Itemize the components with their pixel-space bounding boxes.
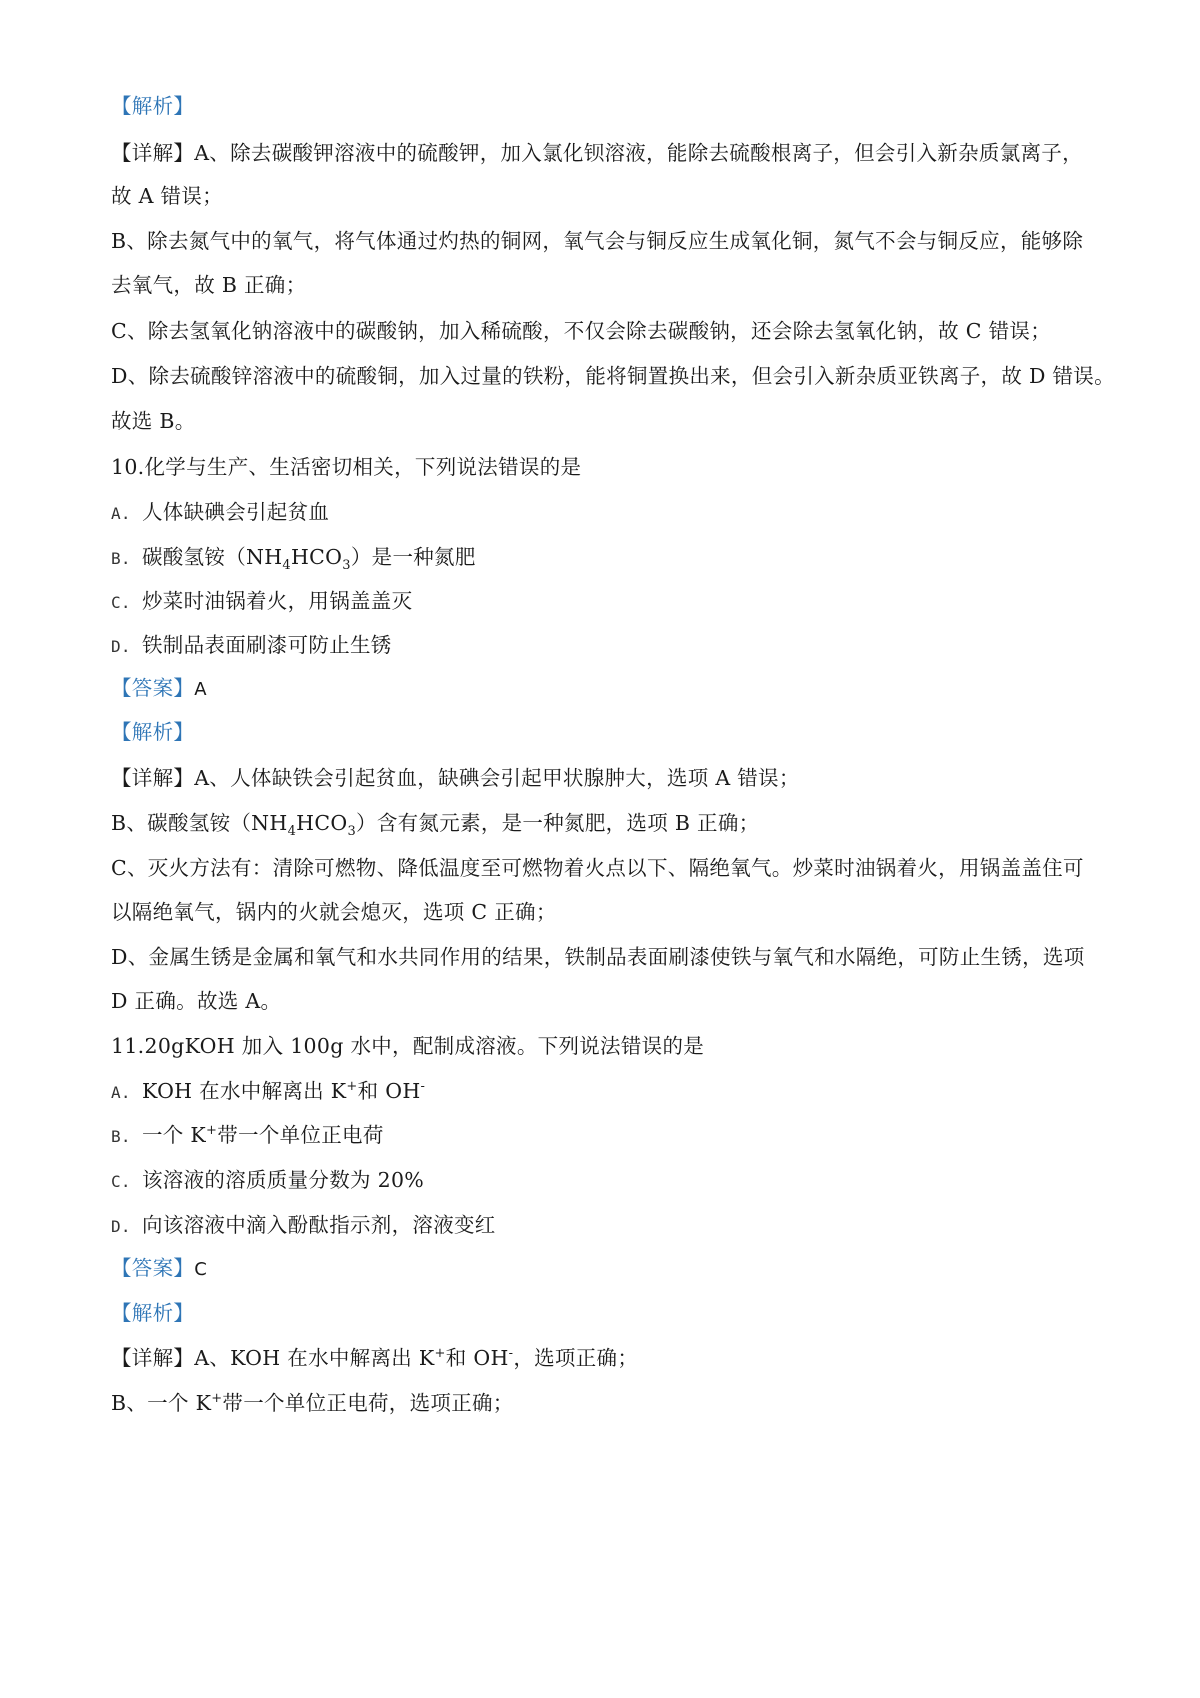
q10-option-a-letter: A. <box>111 504 131 523</box>
q11-option-b-text: 一个 K <box>142 1123 207 1147</box>
q11-option-b-letter: B. <box>111 1127 131 1146</box>
q10-detail-a <box>111 763 1111 793</box>
q11-option-a-mid: 和 OH <box>357 1079 421 1103</box>
q10-option-a <box>111 497 1111 529</box>
q11-detail-b-text: B、一个 K <box>111 1391 212 1415</box>
superscript: + <box>211 1391 223 1407</box>
q11-option-a-letter: A. <box>111 1083 131 1102</box>
q9-detail-prefix: 【详解】 <box>111 141 195 165</box>
q9-detail-c: C、除去氢氧化钠溶液中的碳酸钠，加入稀硫酸，不仅会除去碳酸钠，还会除去氢氧化钠，故 C 错误； <box>111 319 1052 343</box>
q10-option-c <box>111 586 1111 618</box>
q9-conclusion: 故选 B。 <box>111 409 196 433</box>
q10-answer-value: A <box>194 679 207 700</box>
q9-detail-b-line2: 去氧气，故 B 正确； <box>111 273 307 297</box>
q11-option-a-text: KOH 在水中解离出 K <box>142 1079 347 1103</box>
q10-detail-b-post: ）含有氮元素，是一种氮肥，选项 B 正确； <box>356 811 760 835</box>
superscript: - <box>508 1346 514 1362</box>
q10-detail-c-line1: C、灭火方法有：清除可燃物、降低温度至可燃物着火点以下、隔绝氧气。炒菜时油锅着火，用锅盖盖住可 <box>111 856 1084 880</box>
q11-option-c-text: 该溶液的溶质质量分数为 20% <box>142 1168 425 1192</box>
q11-option-d-letter: D. <box>111 1217 131 1236</box>
q10-option-c-text: 炒菜时油锅着火，用锅盖盖灭 <box>142 589 413 613</box>
q10-option-d <box>111 630 1111 662</box>
q11-detail-a-post: ，选项正确； <box>513 1346 639 1370</box>
q9-detail-a-text: A、除去碳酸钾溶液中的硫酸钾，加入氯化钡溶液，能除去硫酸根离子，但会引入新杂质氯离子， <box>194 141 1083 165</box>
q10-detail-b <box>111 808 1111 838</box>
q11-answer-value: C <box>194 1259 208 1280</box>
q11-option-b <box>111 1120 1111 1152</box>
subscript: 4 <box>282 558 291 574</box>
subscript: 4 <box>287 824 297 840</box>
q11-option-d-text: 向该溶液中滴入酚酞指示剂，溶液变红 <box>142 1213 496 1237</box>
q10-detail-a-text: A、人体缺铁会引起贫血，缺碘会引起甲状腺肿大，选项 A 错误； <box>194 766 800 790</box>
subscript: 3 <box>347 824 357 840</box>
q10-option-b <box>111 542 1111 574</box>
q11-detail-a <box>111 1343 1111 1373</box>
q9-analysis-label: 【解析】 <box>111 94 195 118</box>
superscript: + <box>346 1079 358 1095</box>
q10-detail-b-mid: HCO <box>296 811 348 835</box>
q10-detail-prefix: 【详解】 <box>111 766 195 790</box>
q11-detail-b-post: 带一个单位正电荷，选项正确； <box>222 1391 514 1415</box>
q10-detail-b-text: B、碳酸氢铵（NH <box>111 811 288 835</box>
q10-stem: 10.化学与生产、生活密切相关，下列说法错误的是 <box>111 455 582 479</box>
q10-answer <box>111 673 1111 705</box>
q11-answer <box>111 1253 1111 1285</box>
q11-detail-b <box>111 1388 1111 1418</box>
q11-option-c-letter: C. <box>111 1172 131 1191</box>
q9-detail-a-line2: 故 A 错误； <box>111 184 223 208</box>
q10-detail-d-line1: D、金属生锈是金属和氧气和水共同作用的结果，铁制品表面刷漆使铁与氧气和水隔绝，可防止生锈，选项 <box>111 945 1085 969</box>
q10-answer-label: 【答案】 <box>111 676 195 700</box>
superscript: + <box>206 1123 218 1139</box>
q10-option-b-text-post: ）是一种氮肥 <box>350 545 476 569</box>
q10-option-d-letter: D. <box>111 637 131 656</box>
q10-detail-c-line2: 以隔绝氧气，锅内的火就会熄灭，选项 C 正确； <box>111 900 557 924</box>
q11-option-c <box>111 1165 1111 1197</box>
q10-analysis-label: 【解析】 <box>111 720 195 744</box>
q11-option-b-post: 带一个单位正电荷 <box>217 1123 384 1147</box>
q11-answer-label: 【答案】 <box>111 1256 195 1280</box>
superscript: + <box>434 1346 446 1362</box>
superscript: - <box>420 1079 426 1095</box>
q10-option-b-letter: B. <box>111 549 131 568</box>
q10-option-c-letter: C. <box>111 593 131 612</box>
q10-detail-d-line2: D 正确。故选 A。 <box>111 989 282 1013</box>
q9-detail-a-line1 <box>111 138 1111 168</box>
q11-option-a <box>111 1076 1111 1108</box>
q11-option-d <box>111 1210 1111 1242</box>
q11-detail-prefix: 【详解】 <box>111 1346 195 1370</box>
q11-stem: 11.20gKOH 加入 100g 水中，配制成溶液。下列说法错误的是 <box>111 1034 705 1058</box>
q10-option-b-text-mid: HCO <box>291 545 343 569</box>
q9-detail-b-line1: B、除去氮气中的氧气，将气体通过灼热的铜网，氧气会与铜反应生成氧化铜，氮气不会与铜反应，能够除 <box>111 229 1084 253</box>
q11-analysis-label: 【解析】 <box>111 1301 195 1325</box>
q9-detail-d: D、除去硫酸锌溶液中的硫酸铜，加入过量的铁粉，能将铜置换出来，但会引入新杂质亚铁离子，故 D 错误。 <box>111 364 1115 388</box>
q10-option-d-text: 铁制品表面刷漆可防止生锈 <box>142 633 392 657</box>
q11-detail-a-text: A、KOH 在水中解离出 K <box>194 1346 435 1370</box>
q11-detail-a-mid: 和 OH <box>445 1346 509 1370</box>
q10-option-a-text: 人体缺碘会引起贫血 <box>142 500 330 524</box>
q10-option-b-text: 碳酸氢铵（NH <box>142 545 283 569</box>
subscript: 3 <box>342 558 351 574</box>
